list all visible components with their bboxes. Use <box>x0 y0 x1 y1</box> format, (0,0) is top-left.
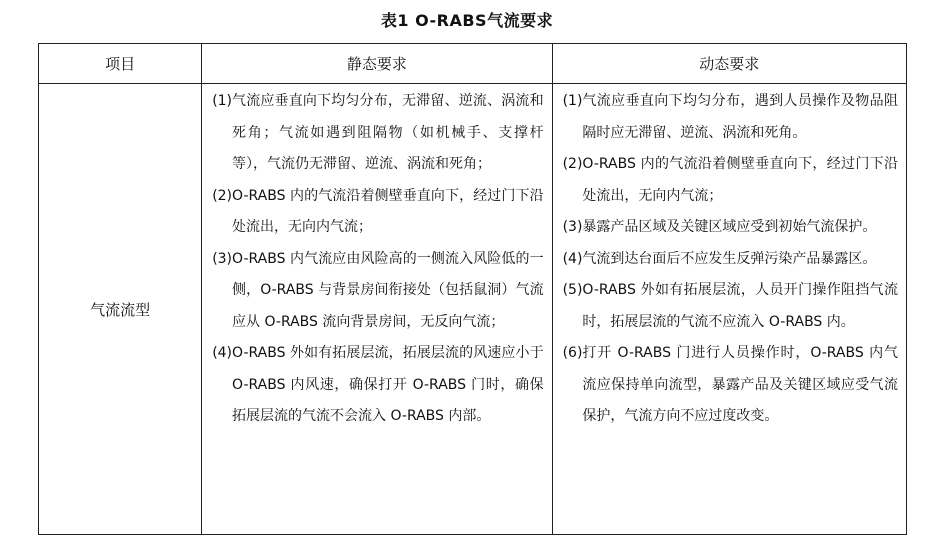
static-item-3: (3) O-RABS 内气流应由风险高的一侧流入风险低的一侧，O-RABS 与背景房间衔接处（包括鼠洞）气流应从 O-RABS 流向背景房间，无反向气流； <box>212 250 544 330</box>
static-item-2: (2) O-RABS 内的气流沿着侧壁垂直向下，经过门下沿处流出，无向内气流； <box>212 187 544 235</box>
header-static: 静态要求 <box>202 44 552 84</box>
header-dynamic: 动态要求 <box>552 44 906 84</box>
dynamic-item-4: (4) 气流到达台面后不应发生反弹污染产品暴露区。 <box>562 250 877 267</box>
dynamic-item-1: (1) 气流应垂直向下均匀分布，遇到人员操作及物品阻隔时应无滞留、逆流、涡流和死角。 <box>562 93 898 141</box>
static-item-1: (1) 气流应垂直向下均匀分布，无滞留、逆流、涡流和死角；气流如遇到阻隔物（如机械手、支撑杆等），气流仍无滞留、逆流、涡流和死角； <box>212 93 544 172</box>
dynamic-item-5: (5) O-RABS 外如有拓展层流，人员开门操作阻挡气流时，拓展层流的气流不应流入 O-RABS 内。 <box>562 282 898 330</box>
header-item: 项目 <box>39 44 202 84</box>
static-item-4: (4) O-RABS 外如有拓展层流，拓展层流的风速应小于 O-RABS 内风速，确保打开 O-RABS 门时，确保拓展层流的气流不会流入 O-RABS 内部。 <box>212 345 544 424</box>
table-row <box>39 84 907 535</box>
dynamic-item-2: (2) O-RABS 内的气流沿着侧壁垂直向下，经过门下沿处流出，无向内气流； <box>562 156 898 204</box>
table-title: 表1 O-RABS气流要求 <box>380 11 554 30</box>
dynamic-item-3: (3) 暴露产品区域及关键区域应受到初始气流保护。 <box>562 219 877 235</box>
static-requirements-cell <box>202 84 552 535</box>
table-header-row <box>39 44 907 84</box>
dynamic-item-6: (6) 打开 O-RABS 门进行人员操作时，O-RABS 内气流应保持单向流型，暴露产品及关键区域应受气流保护，气流方向不应过度改变。 <box>562 345 898 424</box>
requirements-table <box>38 43 907 535</box>
row-label: 气流流型 <box>39 84 202 535</box>
dynamic-requirements-cell <box>552 84 906 535</box>
